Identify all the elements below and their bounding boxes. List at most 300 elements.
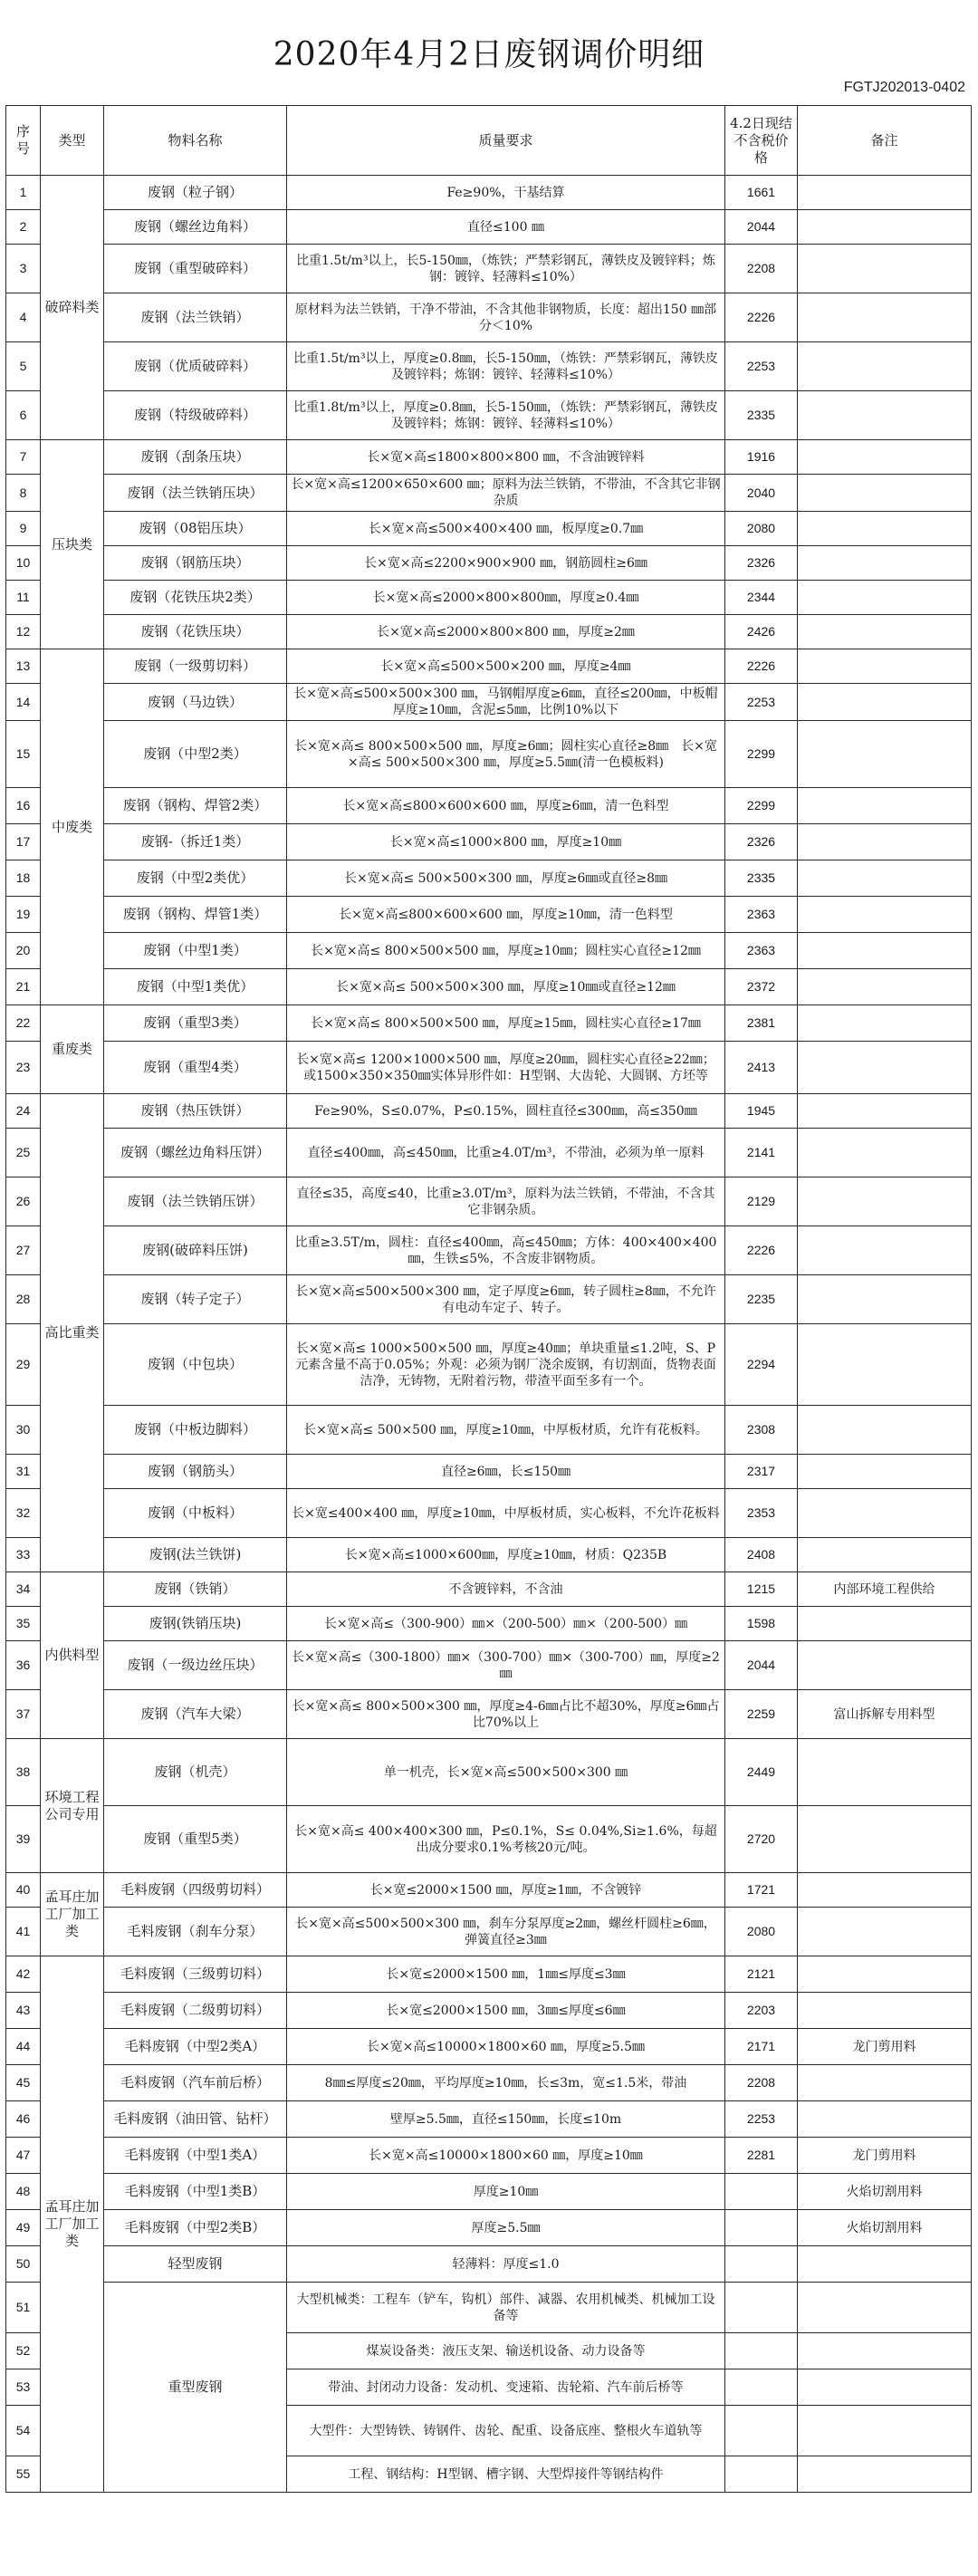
remark-cell: [798, 788, 972, 824]
category-cell: 环境工程公司专用: [41, 1739, 104, 1873]
table-row: [6, 1042, 972, 1094]
price-cell: 2226: [725, 649, 798, 684]
table-row: [6, 1956, 972, 1993]
row-number: 9: [6, 512, 41, 546]
remark-cell: [798, 1489, 972, 1538]
remark-cell: [798, 649, 972, 684]
remark-cell: [798, 512, 972, 546]
remark-cell: [798, 293, 972, 342]
material-name: 废钢（钢构、焊管1类）: [104, 897, 287, 933]
remark-cell: [798, 581, 972, 615]
row-number: 43: [6, 1993, 41, 2029]
category-cell: 压块类: [41, 440, 104, 649]
row-number: 36: [6, 1641, 41, 1690]
quality-requirement: 长×宽×高≤2200×900×900 ㎜，钢筋圆柱≥6㎜: [287, 546, 725, 581]
table-row: [6, 2029, 972, 2065]
remark-cell: [798, 391, 972, 440]
table-row: [6, 245, 972, 293]
quality-requirement: 直径≤100 ㎜: [287, 210, 725, 245]
price-cell: [725, 2174, 798, 2210]
row-number: 31: [6, 1455, 41, 1489]
table-row: [6, 933, 972, 969]
quality-requirement: 长×宽×高≤500×500×200 ㎜，厚度≥4㎜: [287, 649, 725, 684]
quality-requirement: 不含镀锌料，不含油: [287, 1572, 725, 1607]
row-number: 22: [6, 1005, 41, 1042]
quality-requirement: 长×宽×高≤500×500×300 ㎜，刹车分泵厚度≥2㎜，螺丝杆圆柱≥6㎜，弹簧直径≥3㎜: [287, 1908, 725, 1956]
row-number: 52: [6, 2333, 41, 2369]
row-number: 11: [6, 581, 41, 615]
remark-cell: [798, 2065, 972, 2101]
header-no: 序号: [6, 106, 41, 176]
quality-requirement: 长×宽×高≤1000×600㎜，厚度≥10㎜，材质：Q235B: [287, 1538, 725, 1572]
row-number: 27: [6, 1226, 41, 1275]
quality-requirement: 长×宽×高≤ 1000×500×500 ㎜，厚度≥40㎜；单块重量≤1.2吨，S、P元素含量不高于0.05%；外观：必须为钢厂浇余废钢，有切割面，货物表面洁净，无铸物，无附着污物，带渣平面至多有一个。: [287, 1324, 725, 1406]
row-number: 26: [6, 1177, 41, 1226]
row-number: 35: [6, 1607, 41, 1641]
price-cell: 2363: [725, 933, 798, 969]
material-name: 毛料废钢（中型1类B）: [104, 2174, 287, 2210]
material-name: 废钢（中型2类优）: [104, 860, 287, 897]
price-cell: 2372: [725, 969, 798, 1005]
table-row: [6, 1641, 972, 1690]
row-number: 51: [6, 2283, 41, 2333]
row-number: 14: [6, 684, 41, 721]
material-name: 废钢（中型1类）: [104, 933, 287, 969]
header-type: 类型: [41, 106, 104, 176]
material-name: 废钢（转子定子）: [104, 1275, 287, 1324]
price-cell: 2129: [725, 1177, 798, 1226]
quality-requirement: Fe≥90%，S≤0.07%，P≤0.15%，圆柱直径≤300㎜，高≤350㎜: [287, 1094, 725, 1129]
quality-requirement: 大型件：大型铸铁、铸钢件、齿轮、配重、设备底座、整根火车道轨等: [287, 2406, 725, 2456]
quality-requirement: 长×宽×高≤ 800×500×500 ㎜，厚度≥10㎜；圆柱实心直径≥12㎜: [287, 933, 725, 969]
quality-requirement: 比重1.5t/m³以上，长5-150㎜，（炼铁；严禁彩钢瓦，薄铁皮及镀锌料；炼钢：镀锌、轻薄料≤10%）: [287, 245, 725, 293]
header-name: 物料名称: [104, 106, 287, 176]
material-name: 毛料废钢（汽车前后桥）: [104, 2065, 287, 2101]
price-cell: [725, 2210, 798, 2246]
price-cell: 2226: [725, 1226, 798, 1275]
category-cell: 高比重类: [41, 1094, 104, 1572]
price-cell: 2044: [725, 210, 798, 245]
remark-cell: [798, 2406, 972, 2456]
material-name: 毛料废钢（油田管、钻杆）: [104, 2101, 287, 2138]
price-cell: 2253: [725, 2101, 798, 2138]
material-name: 毛料废钢（四级剪切料）: [104, 1873, 287, 1908]
row-number: 33: [6, 1538, 41, 1572]
quality-requirement: 壁厚≥5.5㎜，直径≤150㎜，长度≤10m: [287, 2101, 725, 2138]
price-cell: 2235: [725, 1275, 798, 1324]
remark-cell: [798, 475, 972, 512]
remark-cell: [798, 615, 972, 649]
material-name: 毛料废钢（二级剪切料）: [104, 1993, 287, 2029]
material-name: 废钢（法兰铁销压饼）: [104, 1177, 287, 1226]
quality-requirement: 比重1.8t/m³以上，厚度≥0.8㎜，长5-150㎜，（炼铁：严禁彩钢瓦，薄铁皮及镀锌料；炼钢：镀锌、轻薄料≤10%）: [287, 391, 725, 440]
table-row: [6, 342, 972, 391]
category-cell: 孟耳庄加工厂加工类: [41, 1956, 104, 2493]
table-row: [6, 2101, 972, 2138]
row-number: 40: [6, 1873, 41, 1908]
price-cell: 2040: [725, 475, 798, 512]
material-name: 废钢（螺丝边角料）: [104, 210, 287, 245]
row-number: 38: [6, 1739, 41, 1806]
price-cell: 2171: [725, 2029, 798, 2065]
quality-requirement: 长×宽×高≤（300-1800）㎜×（300-700）㎜×（300-700）㎜，厚度≥2㎜: [287, 1641, 725, 1690]
quality-requirement: 大型机械类：工程车（铲车，钩机）部件、减器、农用机械类、机械加工设备等: [287, 2283, 725, 2333]
row-number: 12: [6, 615, 41, 649]
quality-requirement: 比重≥3.5T/m，圆柱：直径≤400㎜，高≤450㎜；方体：400×400×400㎜，生铁≤5%，不含废非钢物质。: [287, 1226, 725, 1275]
row-number: 24: [6, 1094, 41, 1129]
row-number: 20: [6, 933, 41, 969]
quality-requirement: 长×宽×高≤ 800×500×300 ㎜，厚度≥4-6㎜占比不超30%，厚度≥6㎜占比70%以上: [287, 1690, 725, 1739]
table-row: [6, 1607, 972, 1641]
price-cell: 2253: [725, 684, 798, 721]
table-row: [6, 1094, 972, 1129]
price-cell: 1721: [725, 1873, 798, 1908]
category-cell: 内供料型: [41, 1572, 104, 1739]
remark-cell: [798, 1177, 972, 1226]
quality-requirement: 长×宽×高≤500×500×300 ㎜，定子厚度≥6㎜，转子圆柱≥8㎜，不允许有电动车定子、转子。: [287, 1275, 725, 1324]
price-cell: 2326: [725, 824, 798, 860]
remark-cell: 内部环境工程供给: [798, 1572, 972, 1607]
table-row: [6, 2138, 972, 2174]
price-cell: 2363: [725, 897, 798, 933]
row-number: 25: [6, 1129, 41, 1177]
remark-cell: [798, 1873, 972, 1908]
table-row: [6, 391, 972, 440]
table-row: [6, 581, 972, 615]
row-number: 50: [6, 2246, 41, 2283]
price-cell: 2208: [725, 2065, 798, 2101]
remark-cell: [798, 969, 972, 1005]
category-cell: 孟耳庄加工厂加工类: [41, 1873, 104, 1956]
price-cell: 2208: [725, 245, 798, 293]
table-row: [6, 1455, 972, 1489]
quality-requirement: 单一机壳，长×宽×高≤500×500×300 ㎜: [287, 1739, 725, 1806]
remark-cell: [798, 2101, 972, 2138]
remark-cell: [798, 684, 972, 721]
material-name: 废钢（刮条压块）: [104, 440, 287, 475]
row-number: 42: [6, 1956, 41, 1993]
price-cell: 2381: [725, 1005, 798, 1042]
quality-requirement: 长×宽×高≤500×500×300 ㎜，马钢帽厚度≥6㎜，直径≤200㎜，中板帽厚度≥10㎜，含泥≤5㎜，比例10%以下: [287, 684, 725, 721]
material-name: 废钢（中型2类）: [104, 721, 287, 788]
material-name: 毛料废钢（中型2类A）: [104, 2029, 287, 2065]
table-row: [6, 1690, 972, 1739]
price-cell: [725, 2456, 798, 2493]
quality-requirement: 工程、钢结构：H型钢、槽字钢、大型焊接件等钢结构件: [287, 2456, 725, 2493]
row-number: 41: [6, 1908, 41, 1956]
remark-cell: [798, 897, 972, 933]
category-cell: 中废类: [41, 649, 104, 1005]
table-header-row: [6, 106, 972, 176]
price-cell: 2299: [725, 788, 798, 824]
remark-cell: [798, 1406, 972, 1455]
row-number: 53: [6, 2369, 41, 2406]
row-number: 7: [6, 440, 41, 475]
table-row: [6, 615, 972, 649]
quality-requirement: 长×宽≤2000×1500 ㎜，1㎜≤厚度≤3㎜: [287, 1956, 725, 1993]
row-number: 23: [6, 1042, 41, 1094]
material-name: 废钢（马边铁）: [104, 684, 287, 721]
quality-requirement: 厚度≥5.5㎜: [287, 2210, 725, 2246]
quality-requirement: 长×宽×高≤（300-900）㎜×（200-500）㎜×（200-500）㎜: [287, 1607, 725, 1641]
remark-cell: [798, 824, 972, 860]
remark-cell: 火焰切割用料: [798, 2210, 972, 2246]
price-cell: [725, 2369, 798, 2406]
remark-cell: [798, 2456, 972, 2493]
material-name: 废钢（中板边脚料）: [104, 1406, 287, 1455]
material-name: 废钢（重型3类）: [104, 1005, 287, 1042]
material-name: 废钢（中型1类优）: [104, 969, 287, 1005]
price-cell: 2408: [725, 1538, 798, 1572]
row-number: 46: [6, 2101, 41, 2138]
remark-cell: [798, 1129, 972, 1177]
row-number: 2: [6, 210, 41, 245]
quality-requirement: 长×宽×高≤10000×1800×60 ㎜，厚度≥5.5㎜: [287, 2029, 725, 2065]
table-row: [6, 1324, 972, 1406]
category-cell: 破碎料类: [41, 176, 104, 440]
header-quality: 质量要求: [287, 106, 725, 176]
remark-cell: [798, 1455, 972, 1489]
price-cell: 2299: [725, 721, 798, 788]
material-name: 废钢(法兰铁饼): [104, 1538, 287, 1572]
table-row: [6, 293, 972, 342]
quality-requirement: 长×宽×高≤1800×800×800 ㎜，不含油镀锌料: [287, 440, 725, 475]
material-name: 废钢（特级破碎料）: [104, 391, 287, 440]
material-name: 废钢（重型破碎料）: [104, 245, 287, 293]
quality-requirement: 轻薄料：厚度≤1.0: [287, 2246, 725, 2283]
material-name: 毛料废钢（三级剪切料）: [104, 1956, 287, 1993]
material-name: 毛料废钢（中型2类B）: [104, 2210, 287, 2246]
quality-requirement: 长×宽×高≤ 800×500×500 ㎜，厚度≥6㎜；圆柱实心直径≥8㎜ 长×宽×高≤ 500×500×300 ㎜，厚度≥5.5㎜(清一色模板料): [287, 721, 725, 788]
quality-requirement: 长×宽×高≤10000×1800×60 ㎜，厚度≥10㎜: [287, 2138, 725, 2174]
remark-cell: [798, 933, 972, 969]
category-cell: 重废类: [41, 1005, 104, 1094]
remark-cell: [798, 2333, 972, 2369]
material-name: 废钢（法兰铁销）: [104, 293, 287, 342]
quality-requirement: Fe≥90%，干基结算: [287, 176, 725, 210]
remark-cell: [798, 1607, 972, 1641]
table-row: [6, 897, 972, 933]
material-name: 废钢（优质破碎料）: [104, 342, 287, 391]
row-number: 18: [6, 860, 41, 897]
price-cell: 1916: [725, 440, 798, 475]
price-cell: 2259: [725, 1690, 798, 1739]
material-name: 废钢（钢构、焊管2类）: [104, 788, 287, 824]
remark-cell: 富山拆解专用料型: [798, 1690, 972, 1739]
quality-requirement: 长×宽×高≤ 1200×1000×500 ㎜，厚度≥20㎜，圆柱实心直径≥22㎜；或1500×350×350㎜实体异形件如：H型钢、大齿轮、大圆钢、方坯等: [287, 1042, 725, 1094]
row-number: 13: [6, 649, 41, 684]
table-row: [6, 721, 972, 788]
remark-cell: [798, 245, 972, 293]
remark-cell: [798, 1275, 972, 1324]
remark-cell: [798, 1956, 972, 1993]
material-name: 轻型废钢: [104, 2246, 287, 2283]
remark-cell: [798, 342, 972, 391]
quality-requirement: 比重1.5t/m³以上，厚度≥0.8㎜，长5-150㎜，（炼铁：严禁彩钢瓦，薄铁皮及镀锌料；炼钢：镀锌、轻薄料≤10%）: [287, 342, 725, 391]
remark-cell: [798, 2369, 972, 2406]
row-number: 37: [6, 1690, 41, 1739]
material-name: 毛料废钢（刹车分泵）: [104, 1908, 287, 1956]
row-number: 8: [6, 475, 41, 512]
header-remark: 备注: [798, 106, 972, 176]
material-name: 废钢（钢筋头）: [104, 1455, 287, 1489]
quality-requirement: 煤炭设备类：液压支架、输送机设备、动力设备等: [287, 2333, 725, 2369]
table-row: [6, 2283, 972, 2333]
price-cell: 1945: [725, 1094, 798, 1129]
remark-cell: [798, 1324, 972, 1406]
row-number: 5: [6, 342, 41, 391]
row-number: 21: [6, 969, 41, 1005]
material-name: 废钢（一级剪切料）: [104, 649, 287, 684]
quality-requirement: 长×宽×高≤ 400×400×300 ㎜，P≤0.1%，S≤ 0.04%,Si≥1.6%，每超出成分要求0.1%考核20元/吨。: [287, 1806, 725, 1873]
quality-requirement: 长×宽×高≤500×400×400 ㎜，板厚度≥0.7㎜: [287, 512, 725, 546]
table-row: [6, 1406, 972, 1455]
price-cell: 1661: [725, 176, 798, 210]
remark-cell: [798, 2246, 972, 2283]
document-title: 2020年4月2日废钢调价明细: [273, 36, 705, 73]
table-row: [6, 2246, 972, 2283]
row-number: 1: [6, 176, 41, 210]
quality-requirement: 直径≤35，高度≤40，比重≥3.0T/m³，原料为法兰铁销，不带油，不含其它非钢杂质。: [287, 1177, 725, 1226]
remark-cell: [798, 1042, 972, 1094]
table-row: [6, 788, 972, 824]
row-number: 10: [6, 546, 41, 581]
material-name: 废钢（08铝压块）: [104, 512, 287, 546]
table-row: [6, 1489, 972, 1538]
table-row: [6, 440, 972, 475]
row-number: 54: [6, 2406, 41, 2456]
remark-cell: [798, 1806, 972, 1873]
table-row: [6, 1538, 972, 1572]
material-name: 废钢(破碎料压饼): [104, 1226, 287, 1275]
row-number: 45: [6, 2065, 41, 2101]
table-row: [6, 176, 972, 210]
material-name: 废钢-（拆迁1类）: [104, 824, 287, 860]
price-cell: 2253: [725, 342, 798, 391]
price-cell: 2121: [725, 1956, 798, 1993]
table-row: [6, 1226, 972, 1275]
table-row: [6, 1275, 972, 1324]
price-cell: 2426: [725, 615, 798, 649]
price-cell: 2449: [725, 1739, 798, 1806]
row-number: 17: [6, 824, 41, 860]
quality-requirement: 带油、封闭动力设备：发动机、变速箱、齿轮箱、汽车前后桥等: [287, 2369, 725, 2406]
row-number: 16: [6, 788, 41, 824]
table-row: [6, 1739, 972, 1806]
price-cell: 2413: [725, 1042, 798, 1094]
material-name: 废钢（花铁压块2类）: [104, 581, 287, 615]
document-number: FGTJ202013-0402: [843, 80, 965, 95]
material-name: 废钢（重型5类）: [104, 1806, 287, 1873]
price-table: [5, 105, 972, 2493]
material-name: 废钢（中板料）: [104, 1489, 287, 1538]
table-row: [6, 1993, 972, 2029]
price-cell: 2720: [725, 1806, 798, 1873]
row-number: 39: [6, 1806, 41, 1873]
table-row: [6, 1873, 972, 1908]
row-number: 32: [6, 1489, 41, 1538]
remark-cell: [798, 440, 972, 475]
quality-requirement: 长×宽×高≤ 800×500×500 ㎜，厚度≥15㎜，圆柱实心直径≥17㎜: [287, 1005, 725, 1042]
quality-requirement: 厚度≥10㎜: [287, 2174, 725, 2210]
remark-cell: [798, 1641, 972, 1690]
table-row: [6, 684, 972, 721]
row-number: 28: [6, 1275, 41, 1324]
row-number: 49: [6, 2210, 41, 2246]
table-row: [6, 1005, 972, 1042]
remark-cell: 火焰切割用料: [798, 2174, 972, 2210]
price-cell: 2080: [725, 512, 798, 546]
price-cell: 2044: [725, 1641, 798, 1690]
row-number: 29: [6, 1324, 41, 1406]
quality-requirement: 长×宽×高≤800×600×600 ㎜，厚度≥10㎜，清一色料型: [287, 897, 725, 933]
price-cell: [725, 2333, 798, 2369]
table-row: [6, 512, 972, 546]
material-name: 废钢（粒子钢）: [104, 176, 287, 210]
quality-requirement: 长×宽≤2000×1500 ㎜，3㎜≤厚度≤6㎜: [287, 1993, 725, 2029]
price-cell: [725, 2406, 798, 2456]
table-row: [6, 546, 972, 581]
price-cell: 2308: [725, 1406, 798, 1455]
quality-requirement: 8㎜≤厚度≤20㎜，平均厚度≥10㎜，长≤3m，宽≤1.5米，带油: [287, 2065, 725, 2101]
quality-requirement: 长×宽≤400×400 ㎜，厚度≥10㎜，中厚板材质，实心板料，不允许花板料: [287, 1489, 725, 1538]
price-cell: 2353: [725, 1489, 798, 1538]
price-cell: 1215: [725, 1572, 798, 1607]
table-row: [6, 1177, 972, 1226]
remark-cell: [798, 1993, 972, 2029]
quality-requirement: 直径≤400㎜，高≤450㎜，比重≥4.0T/m³，不带油，必须为单一原料: [287, 1129, 725, 1177]
price-cell: 2141: [725, 1129, 798, 1177]
material-name: 废钢（中包块）: [104, 1324, 287, 1406]
material-name: 废钢(铁销压块): [104, 1607, 287, 1641]
header-price: 4.2日现结不含税价格: [725, 106, 798, 176]
material-name: 废钢（钢筋压块）: [104, 546, 287, 581]
remark-cell: [798, 210, 972, 245]
table-row: [6, 475, 972, 512]
remark-cell: [798, 176, 972, 210]
table-row: [6, 1572, 972, 1607]
row-number: 4: [6, 293, 41, 342]
remark-cell: 龙门剪用料: [798, 2138, 972, 2174]
quality-requirement: 长×宽×高≤800×600×600 ㎜，厚度≥6㎜，清一色料型: [287, 788, 725, 824]
table-row: [6, 824, 972, 860]
row-number: 3: [6, 245, 41, 293]
quality-requirement: 长×宽×高≤1200×650×600 ㎜；原料为法兰铁销，不带油，不含其它非钢杂质: [287, 475, 725, 512]
table-row: [6, 2210, 972, 2246]
row-number: 6: [6, 391, 41, 440]
price-cell: 2294: [725, 1324, 798, 1406]
material-name: 废钢（重型4类）: [104, 1042, 287, 1094]
material-name: 废钢（汽车大梁）: [104, 1690, 287, 1739]
material-name: 废钢（法兰铁销压块）: [104, 475, 287, 512]
price-cell: 1598: [725, 1607, 798, 1641]
price-cell: 2281: [725, 2138, 798, 2174]
price-cell: 2226: [725, 293, 798, 342]
quality-requirement: 长×宽×高≤2000×800×800 ㎜，厚度≥2㎜: [287, 615, 725, 649]
quality-requirement: 长×宽≤2000×1500 ㎜，厚度≥1㎜，不含镀锌: [287, 1873, 725, 1908]
price-cell: [725, 2246, 798, 2283]
remark-cell: [798, 1005, 972, 1042]
table-row: [6, 2174, 972, 2210]
material-name: 废钢（一级边丝压块）: [104, 1641, 287, 1690]
remark-cell: [798, 546, 972, 581]
remark-cell: [798, 721, 972, 788]
row-number: 15: [6, 721, 41, 788]
quality-requirement: 长×宽×高≤2000×800×800㎜，厚度≥0.4㎜: [287, 581, 725, 615]
material-name: 废钢（铁销）: [104, 1572, 287, 1607]
row-number: 30: [6, 1406, 41, 1455]
remark-cell: [798, 2283, 972, 2333]
